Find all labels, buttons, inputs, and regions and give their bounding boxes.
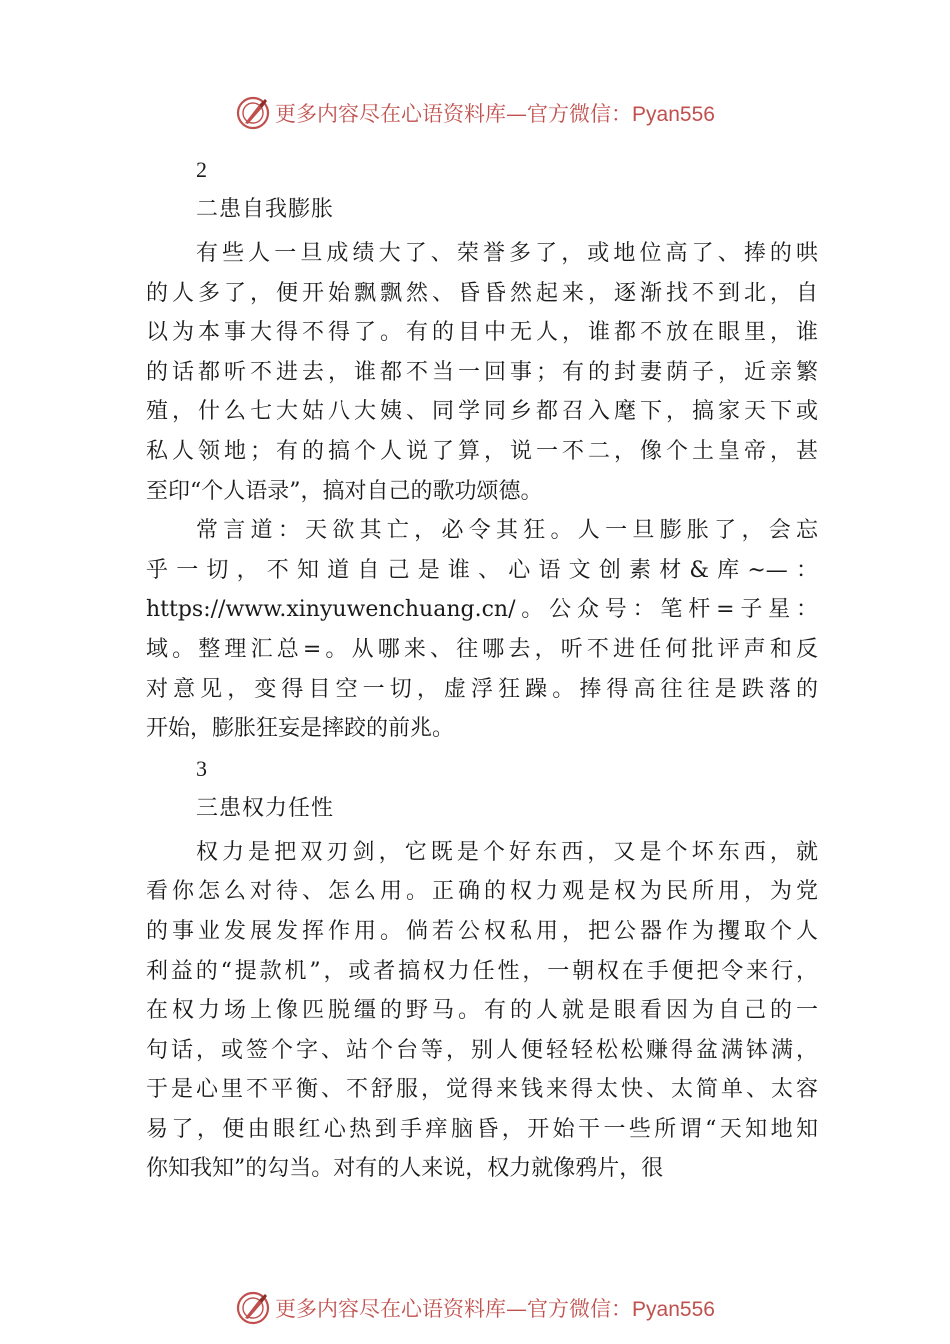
text-line: 于是心里不平衡、不舒服，觉得来钱来得太快、太简单、太容	[146, 1077, 818, 1103]
text-line: 开始，膨胀狂妄是摔跤的前兆。	[146, 716, 455, 742]
text-line: 私人领地；有的搞个人说了算，说一不二，像个土皇帝，甚	[146, 438, 818, 464]
text-line: 对意见，变得目空一切，虚浮狂躁。捧得高往往是跌落的	[146, 676, 818, 702]
document-body	[146, 150, 818, 1189]
section-title: 三患权力任性	[196, 795, 335, 821]
text-line: 权力是把双刃剑，它既是个好东西，又是个坏东西，就	[196, 839, 818, 865]
footer-banner	[0, 1288, 950, 1328]
text-line: 句话，或签个字、站个台等，别人便轻轻松松赚得盆满钵满，	[146, 1037, 818, 1063]
text-line: 有些人一旦成绩大了、荣誉多了，或地位高了、捧的哄	[196, 241, 818, 266]
paragraph	[146, 234, 818, 511]
text-line: 常言道：天欲其亡，必令其狂。人一旦膨胀了，会忘	[196, 518, 818, 544]
paragraph	[146, 833, 818, 1189]
text-line: 看你怎么对待、怎么用。正确的权力观是权为民所用，为党	[146, 879, 818, 905]
section-number: 3	[196, 755, 207, 781]
text-line: 殖，什么七大姑八大姨、同学同乡都召入麾下，搞家天下或	[146, 399, 818, 425]
text-line: 易了，便由眼红心热到手痒脑昏，开始干一些所谓“天知地知	[146, 1116, 818, 1142]
section-title: 二患自我膨胀	[196, 197, 335, 222]
header-banner	[0, 93, 950, 133]
text-line: 的话都听不进去，谁都不当一回事；有的封妻荫子，近亲繁	[146, 359, 818, 385]
text-line: 至印“个人语录”，搞对自己的歌功颂德。	[146, 478, 543, 504]
text-line: 利益的“提款机”，或者搞权力任性，一朝权在手便把令来行，	[146, 958, 818, 984]
text-line: 域。整理汇总=。从哪来、往哪去，听不进任何批评声和反	[146, 636, 818, 662]
section-number: 2	[196, 157, 207, 182]
paragraph	[146, 511, 818, 749]
text-line: 你知我知”的勾当。对有的人来说，权力就像鸦片，很	[146, 1156, 664, 1182]
footer-text: 更多内容尽在心语资料库—官方微信：Pyan556	[275, 1297, 715, 1321]
text-line: 在权力场上像匹脱缰的野马。有的人就是眼看因为自己的一	[146, 998, 818, 1024]
text-line: 以为本事大得不得了。有的目中无人，谁都不放在眼里，谁	[146, 320, 818, 346]
text-line: 的事业发展发挥作用。倘若公权私用，把公器作为攫取个人	[146, 918, 818, 944]
header-text: 更多内容尽在心语资料库—官方微信：Pyan556	[275, 102, 715, 126]
text-line: 乎一切，不知道自己是谁、心语文创素材&库~—：	[146, 557, 818, 583]
quill-pen-logo-icon	[235, 95, 271, 131]
quill-pen-logo-icon	[235, 1290, 271, 1326]
text-line: 的人多了，便开始飘飘然、昏昏然起来，逐渐找不到北，自	[146, 280, 818, 306]
text-line: https://www.xinyuwenchuang.cn/。公众号：笔杆=子星：	[146, 597, 818, 623]
